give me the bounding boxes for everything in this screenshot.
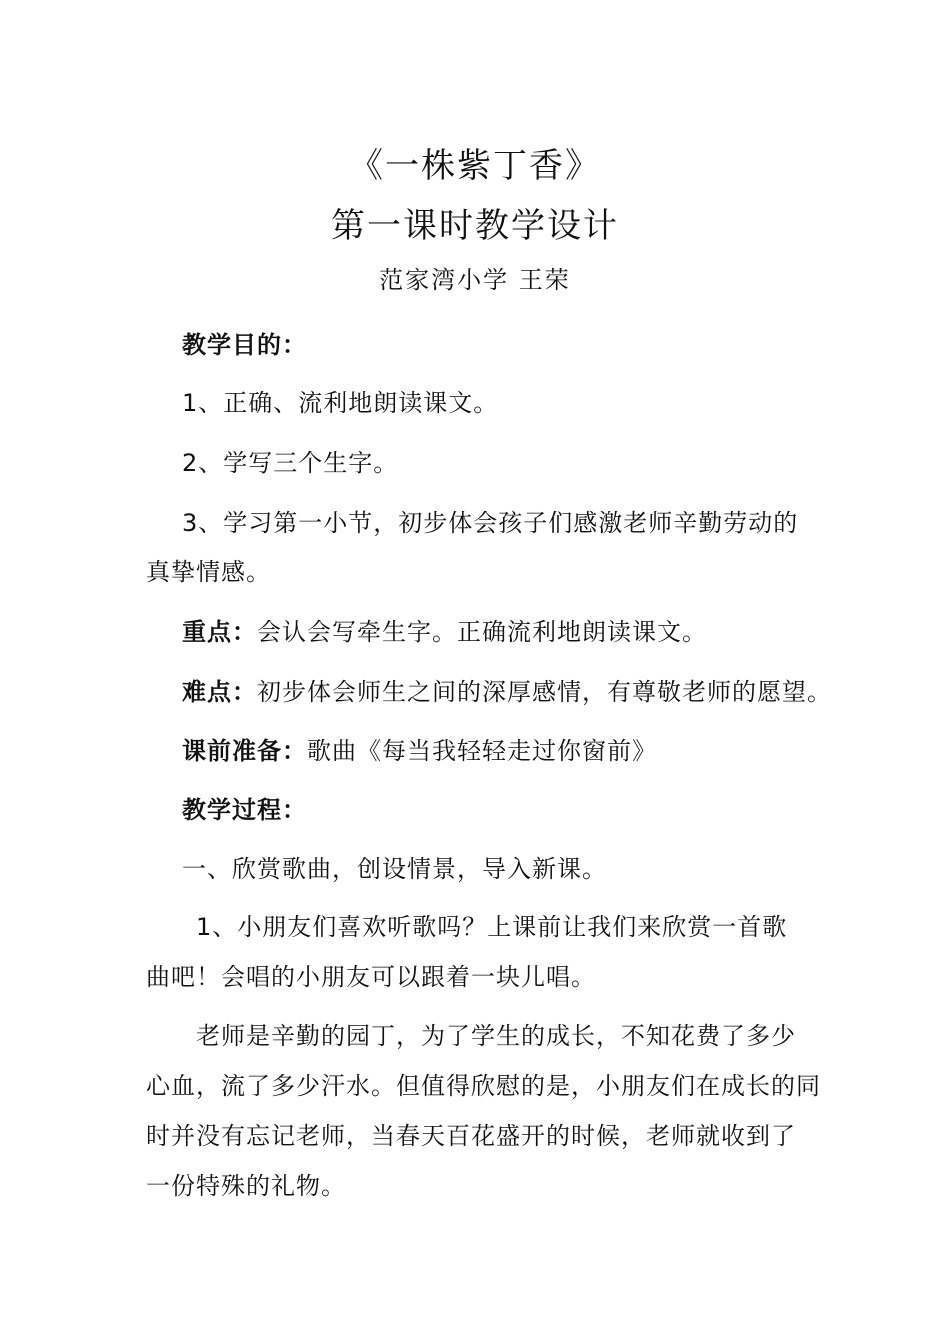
author-line: 范家湾小学 王荣 — [379, 266, 571, 294]
process-heading: 教学过程： — [182, 796, 307, 824]
objective-number: 3 — [182, 509, 199, 537]
preparation-text: 歌曲《每当我轻轻走过你窗前》 — [307, 737, 657, 765]
paragraph-line-2: 心血，流了多少汗水。但值得欣慰的是，小朋友们在成长的同 — [146, 1072, 821, 1100]
paragraph-line-4: 一份特殊的礼物。 — [146, 1172, 346, 1200]
difficulty-text: 初步体会师生之间的深厚感情，有尊敬老师的愿望。 — [257, 678, 832, 706]
document-title: 《一株紫丁香》 — [349, 146, 601, 186]
difficulty-label: 难点： — [182, 678, 257, 706]
objective-item-1 — [182, 383, 498, 418]
objective-item-3 — [182, 503, 798, 538]
document-subtitle: 第一课时教学设计 — [331, 206, 619, 246]
objective-item-2 — [182, 443, 398, 478]
paragraph-line-1: 老师是辛勤的园丁，为了学生的成长，不知花费了多少 — [196, 1022, 796, 1050]
preparation-label: 课前准备： — [182, 737, 307, 765]
paragraph-line-3: 时并没有忘记老师，当春天百花盛开的时候，老师就收到了 — [146, 1122, 796, 1150]
step-number: 1 — [196, 913, 213, 941]
objective-text: 、学习第一小节，初步体会孩子们感激老师辛勤劳动的 — [198, 509, 799, 537]
key-point — [182, 612, 707, 647]
objective-text: 、正确、流利地朗读课文。 — [198, 389, 499, 417]
objective-text: 、学写三个生字。 — [198, 449, 399, 477]
objective-number: 2 — [182, 449, 199, 477]
preparation — [182, 731, 657, 766]
objective-number: 1 — [182, 389, 199, 417]
key-point-text: 会认会写牵生字。正确流利地朗读课文。 — [257, 618, 707, 646]
step-text: 、小朋友们喜欢听歌吗？上课前让我们来欣赏一首歌 — [212, 913, 788, 941]
objectives-heading: 教学目的： — [182, 331, 307, 359]
process-section-1: 一、欣赏歌曲，创设情景，导入新课。 — [182, 855, 607, 883]
difficulty — [182, 672, 832, 707]
process-step-1 — [196, 907, 787, 942]
objective-item-3-continued: 真挚情感。 — [146, 558, 271, 586]
process-step-1-continued: 曲吧！会唱的小朋友可以跟着一块儿唱。 — [146, 963, 596, 991]
key-point-label: 重点： — [182, 618, 257, 646]
